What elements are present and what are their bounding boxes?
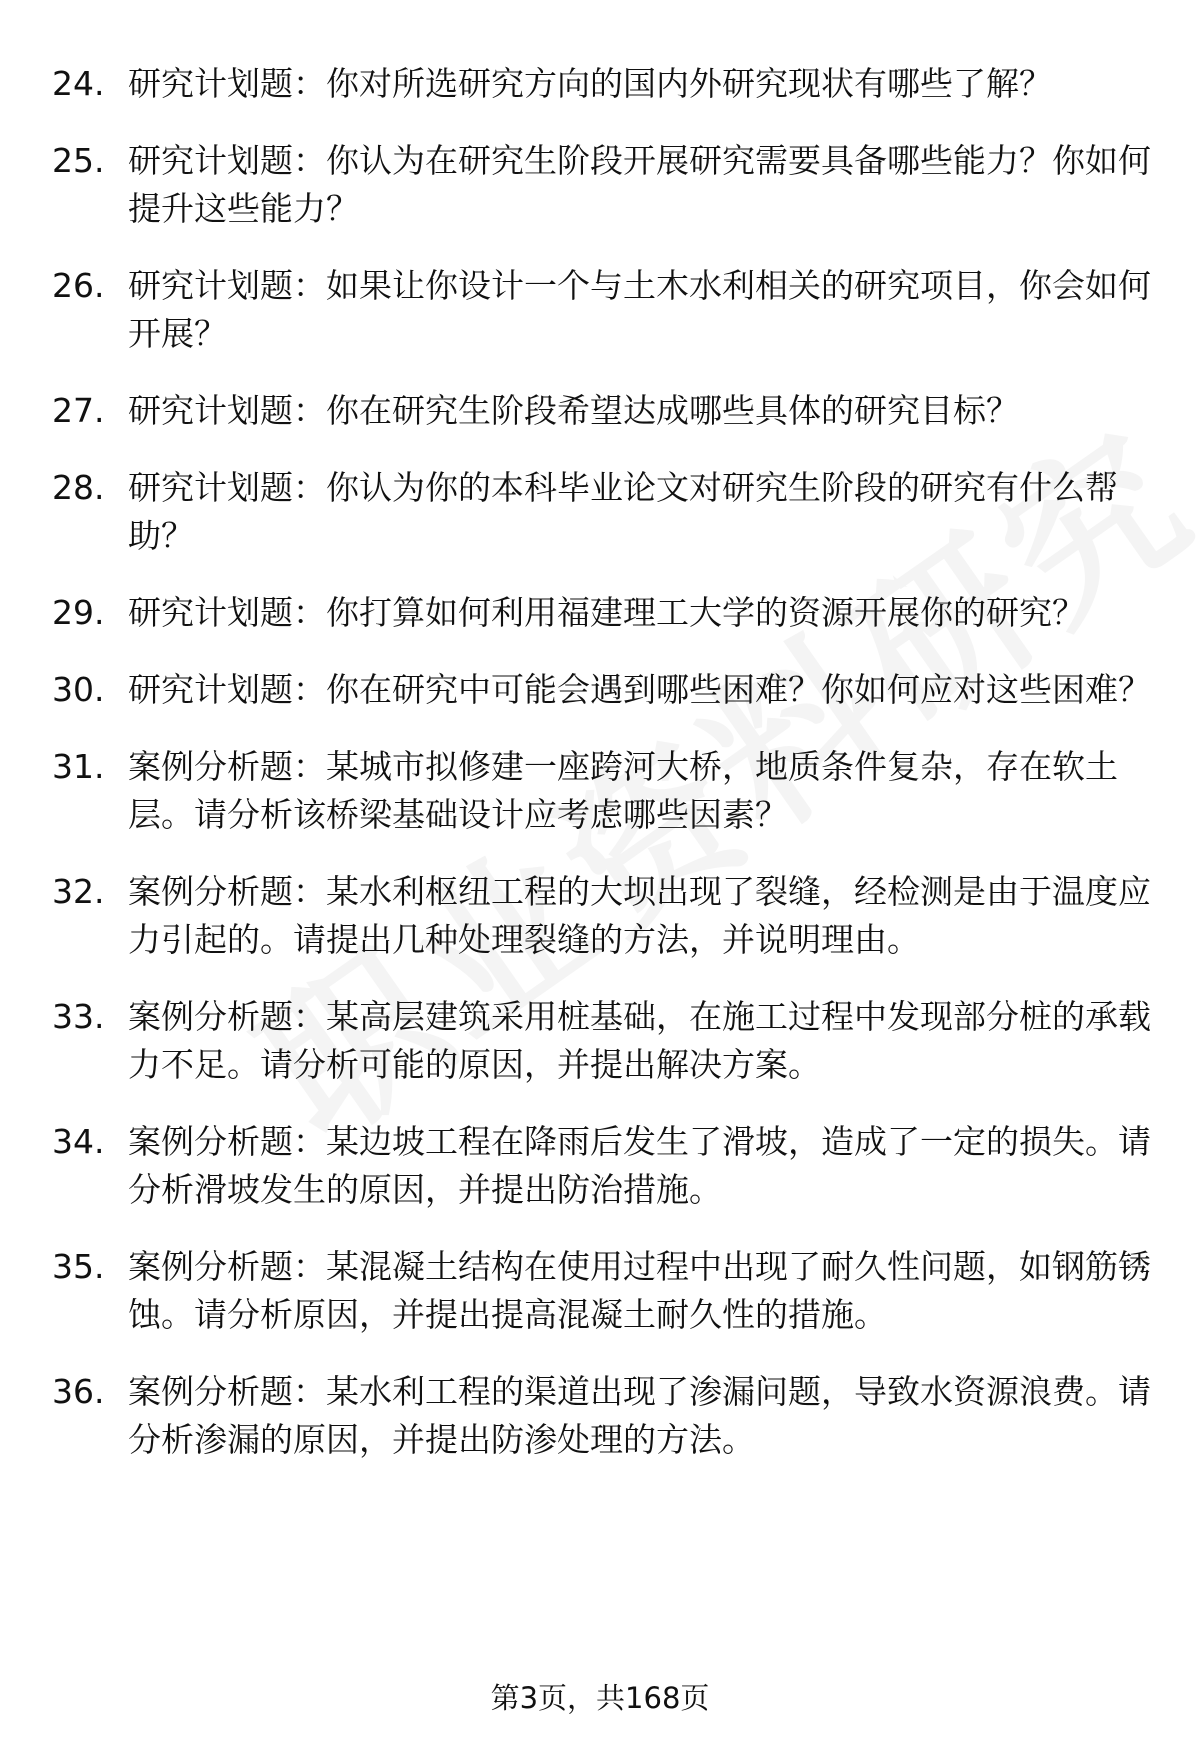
question-number: 35. xyxy=(52,1247,105,1286)
question-text: 案例分析题：某水利工程的渠道出现了渗漏问题，导致水资源浪费。请分析渗漏的原因，并提出防渗处理的方法。 xyxy=(128,1372,1151,1459)
question-item xyxy=(52,1243,1152,1339)
question-item xyxy=(52,666,1152,714)
question-item xyxy=(52,993,1152,1089)
question-text: 研究计划题：如果让你设计一个与土木水利相关的研究项目，你会如何开展？ xyxy=(128,266,1151,353)
question-item xyxy=(52,743,1152,839)
question-number: 25. xyxy=(52,141,105,180)
question-item xyxy=(52,589,1152,637)
question-text: 研究计划题：你认为你的本科毕业论文对研究生阶段的研究有什么帮助？ xyxy=(128,468,1118,555)
question-text: 案例分析题：某城市拟修建一座跨河大桥，地质条件复杂，存在软土层。请分析该桥梁基础设计应考虑哪些因素？ xyxy=(128,747,1118,834)
question-item xyxy=(52,60,1152,108)
page-number-footer: 第3页，共168页 xyxy=(490,1681,710,1715)
question-text: 研究计划题：你打算如何利用福建理工大学的资源开展你的研究？ xyxy=(128,593,1085,632)
question-text: 案例分析题：某混凝土结构在使用过程中出现了耐久性问题，如钢筋锈蚀。请分析原因，并提出提高混凝土耐久性的措施。 xyxy=(128,1247,1151,1334)
question-number: 30. xyxy=(52,670,105,709)
question-text: 案例分析题：某边坡工程在降雨后发生了滑坡，造成了一定的损失。请分析滑坡发生的原因，并提出防治措施。 xyxy=(128,1122,1151,1209)
question-item xyxy=(52,137,1152,233)
question-number: 36. xyxy=(52,1372,105,1411)
question-number: 34. xyxy=(52,1122,105,1161)
question-number: 27. xyxy=(52,391,105,430)
question-number: 26. xyxy=(52,266,105,305)
question-item xyxy=(52,1368,1152,1464)
question-text: 研究计划题：你在研究中可能会遇到哪些困难？你如何应对这些困难？ xyxy=(128,670,1151,709)
question-number: 24. xyxy=(52,64,105,103)
question-text: 案例分析题：某水利枢纽工程的大坝出现了裂缝，经检测是由于温度应力引起的。请提出几种处理裂缝的方法，并说明理由。 xyxy=(128,872,1151,959)
question-text: 研究计划题：你对所选研究方向的国内外研究现状有哪些了解？ xyxy=(128,64,1052,103)
question-number: 29. xyxy=(52,593,105,632)
question-number: 28. xyxy=(52,468,105,507)
question-number: 32. xyxy=(52,872,105,911)
question-text: 研究计划题：你认为在研究生阶段开展研究需要具备哪些能力？你如何提升这些能力？ xyxy=(128,141,1151,228)
question-text: 案例分析题：某高层建筑采用桩基础，在施工过程中发现部分桩的承载力不足。请分析可能的原因，并提出解决方案。 xyxy=(128,997,1151,1084)
question-item xyxy=(52,387,1152,435)
question-item xyxy=(52,262,1152,358)
question-list xyxy=(52,60,1152,1493)
question-item xyxy=(52,464,1152,560)
question-item xyxy=(52,1118,1152,1214)
question-number: 33. xyxy=(52,997,105,1036)
question-number: 31. xyxy=(52,747,105,786)
question-text: 研究计划题：你在研究生阶段希望达成哪些具体的研究目标？ xyxy=(128,391,1019,430)
question-item xyxy=(52,868,1152,964)
